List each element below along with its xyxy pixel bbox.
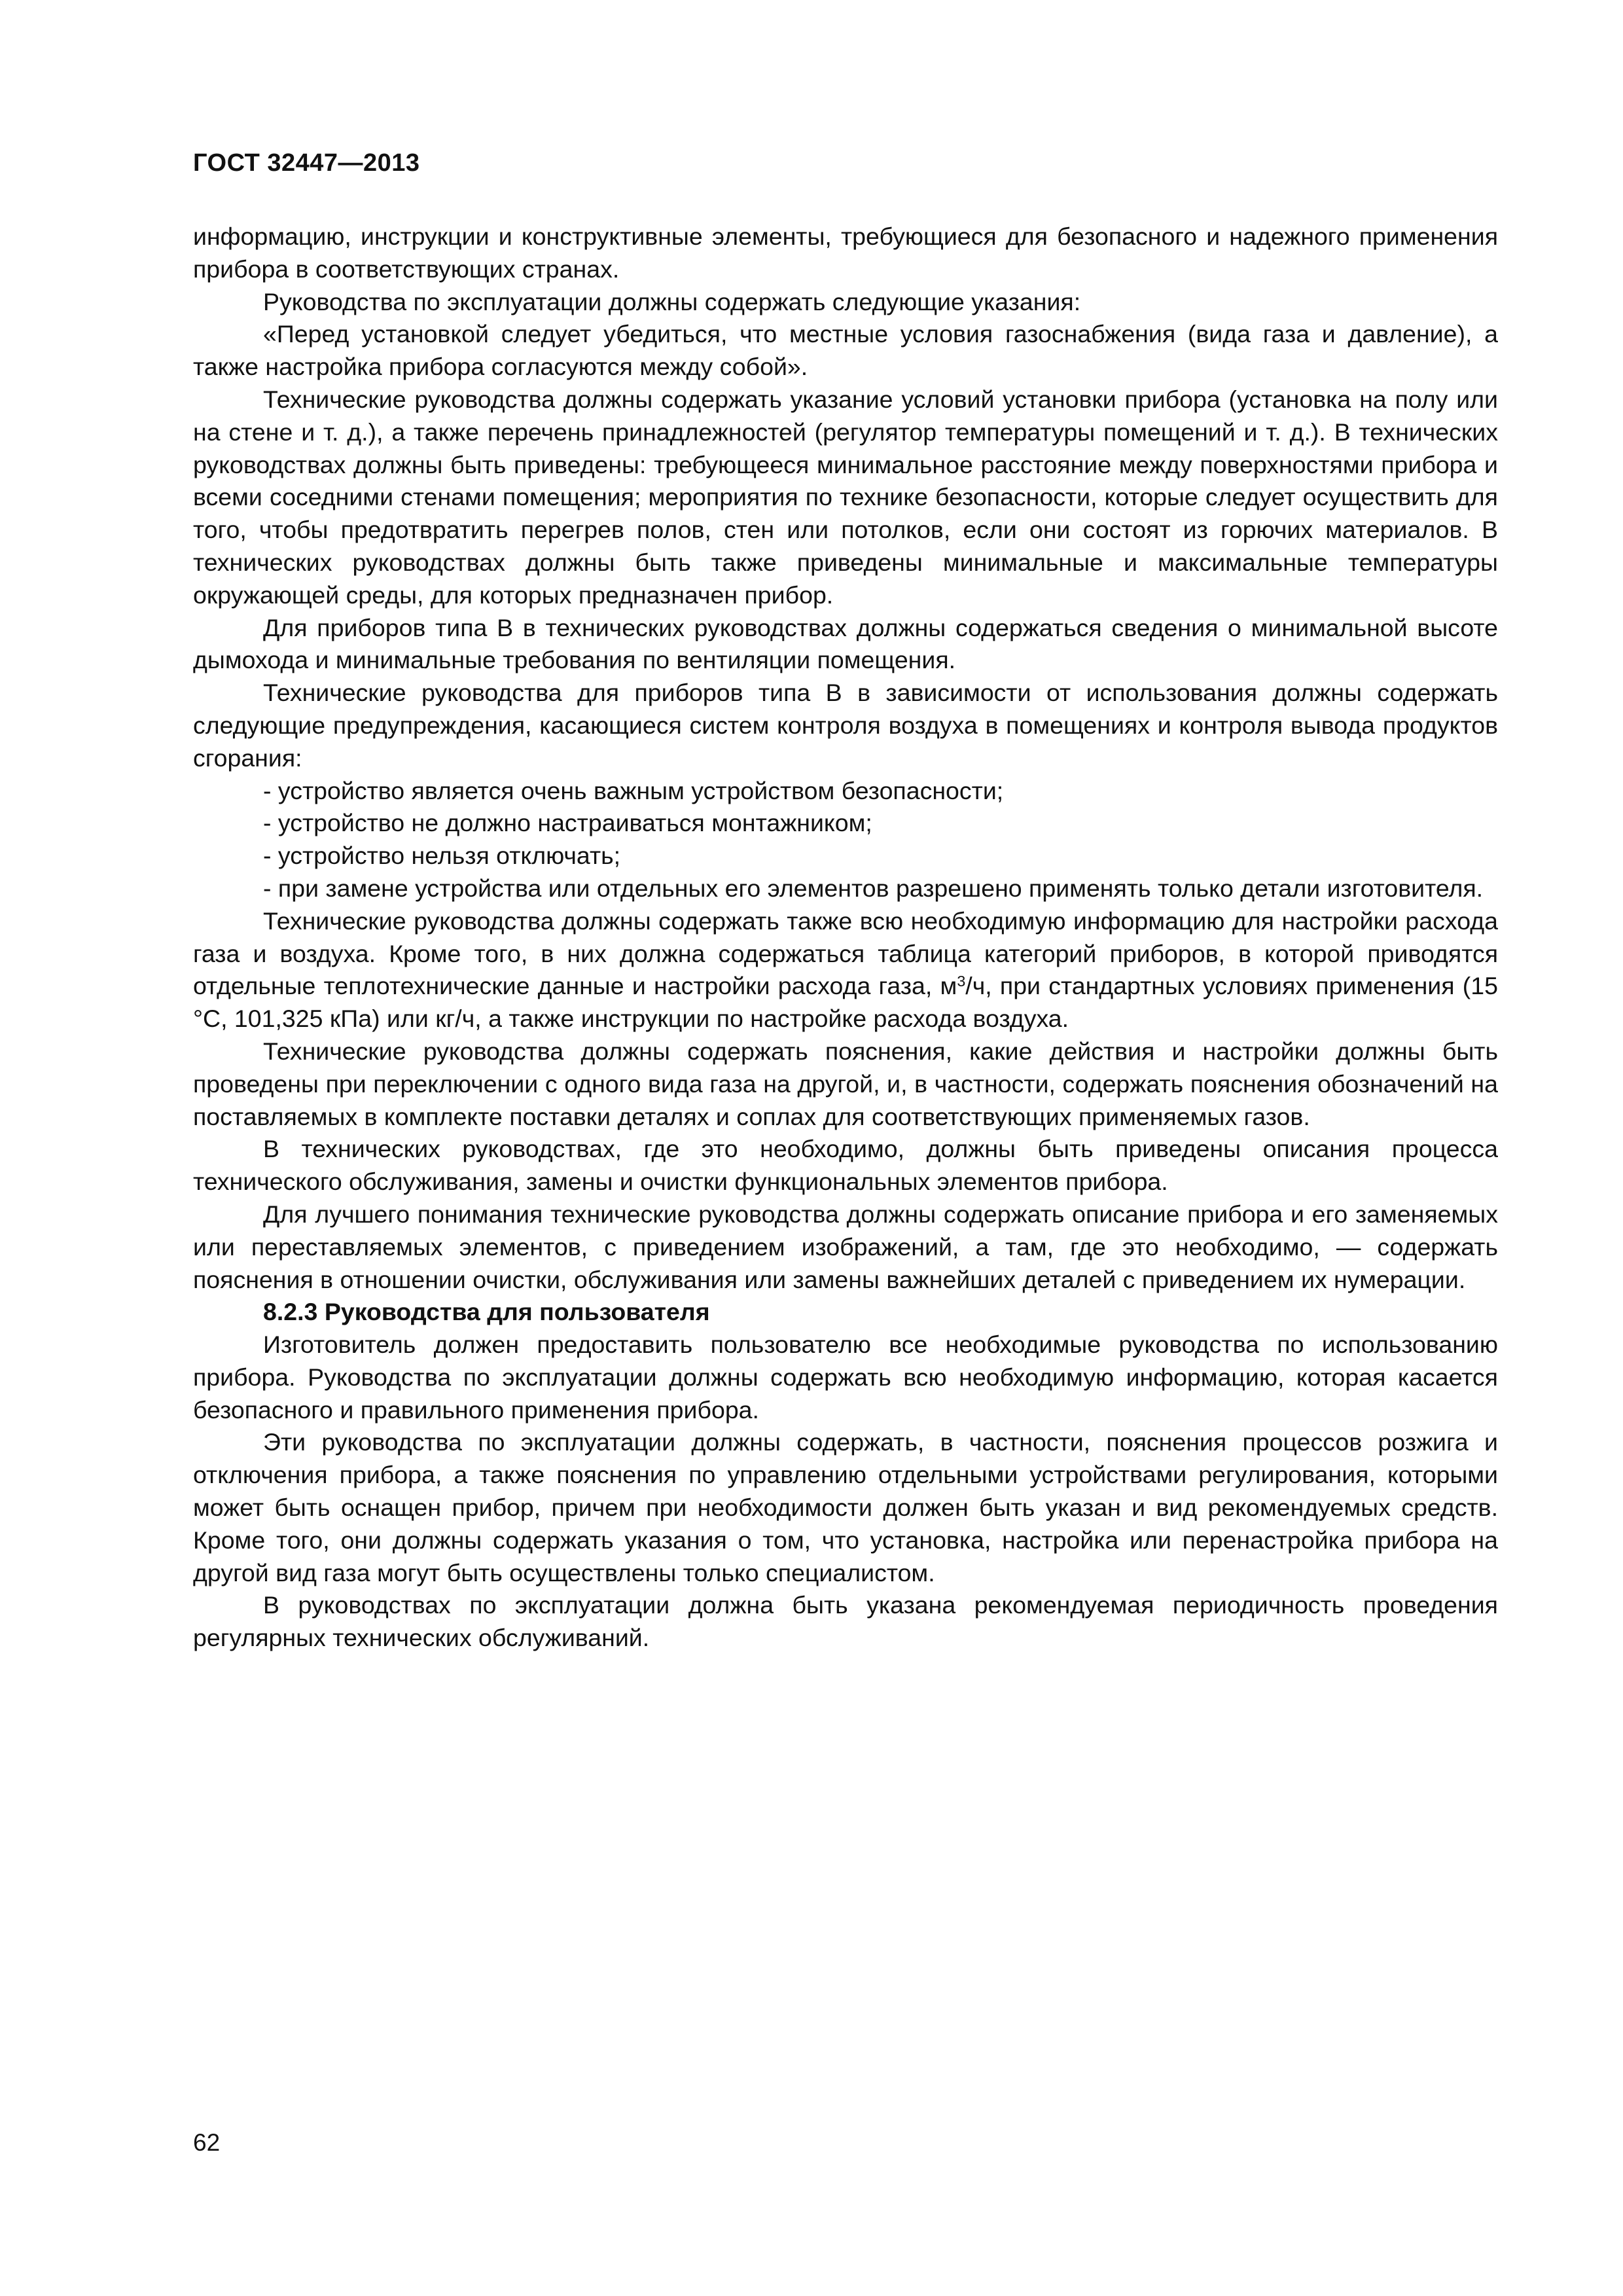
paragraph-text: Технические руководства должны содержать также всю необходимую информацию для настройки расхода газа и воздуха. Кроме того, в них должна содержаться таблица категорий приборов, в которой приводятся отдельные теплотехнические данные и настройки расхода газа, м [193, 906, 1498, 1000]
page-number: 62 [193, 2129, 221, 2156]
list-item: - устройство является очень важным устройством безопасности; [263, 776, 1004, 804]
paragraph: Эти руководства по эксплуатации должны содержать, в частности, пояснения процессов розжига и отключения прибора, а также пояснения по управлению отдельными устройствами регулирования, которыми может быть оснащен прибор, причем при необходимости должен быть указан и вид рекомендуемых средств. Кроме того, они должны содержать указания о том, что установка, настройка или перенастройка прибора на другой вид газа могут быть осуществлены только специалистом. [193, 1428, 1498, 1587]
paragraph: Технические руководства должны содержать пояснения, какие действия и настройки должны быть проведены при переключении с одного вида газа на другой, и, в частности, содержать пояснения обозначений на поставляемых в комплекте поставки деталях и соплах для соответствующих применяемых газов. [193, 1037, 1498, 1130]
quote-paragraph: «Перед установкой следует убедиться, что местные условия газоснабжения (вида газа и давление), а также настройка прибора согласуются между собой». [193, 320, 1498, 381]
paragraph: Изготовитель должен предоставить пользователю все необходимые руководства по использованию прибора. Руководства по эксплуатации должны содержать всю необходимую информацию, которая касается безопасного и правильного применения прибора. [193, 1331, 1498, 1424]
paragraph: В технических руководствах, где это необходимо, должны быть приведены описания процесса технического обслуживания, замены и очистки функциональных элементов прибора. [193, 1135, 1498, 1196]
paragraph: Руководства по эксплуатации должны содержать следующие указания: [263, 287, 1081, 315]
list-item: - при замене устройства или отдельных его элементов разрешено применять только детали изготовителя. [263, 874, 1484, 902]
paragraph: Технические руководства для приборов типа B в зависимости от использования должны содержать следующие предупреждения, касающиеся систем контроля воздуха в помещениях и контроля вывода продуктов сгорания: [193, 679, 1498, 772]
superscript: 3 [957, 972, 966, 990]
paragraph: В руководствах по эксплуатации должна быть указана рекомендуемая периодичность проведения регулярных технических обслуживаний. [193, 1591, 1498, 1652]
paragraph: Для приборов типа B в технических руководствах должны содержаться сведения о минимальной высоте дымохода и минимальные требования по вентиляции помещения. [193, 613, 1498, 674]
document-header: ГОСТ 32447—2013 [193, 149, 420, 177]
section-heading: 8.2.3 Руководства для пользователя [263, 1298, 710, 1326]
list-item: - устройство нельзя отключать; [263, 842, 621, 870]
paragraph: информацию, инструкции и конструктивные элементы, требующиеся для безопасного и надежного применения прибора в соответствующих странах. [193, 223, 1498, 283]
paragraph-text: /ч, при стандартных условиях применения (15 °С, 101,325 кПа) или кг/ч, а также инструкции по настройке расхода воздуха. [193, 972, 1498, 1033]
paragraph: Технические руководства должны содержать указание условий установки прибора (установка на полу или на стене и т. д.), а также перечень принадлежностей (регулятор температуры помещений и т. д.). В технических руководствах должны быть приведены: требующееся минимальное расстояние между поверхностями прибора и всеми соседними стенами помещения; мероприятия по технике безопасности, которые следует осуществить для того, чтобы предотвратить перегрев полов, стен или потолков, если они состоят из горючих материалов. В технических руководствах должны быть также приведены минимальные и максимальные температуры окружающей среды, для которых предназначен прибор. [193, 385, 1498, 609]
paragraph: Для лучшего понимания технические руководства должны содержать описание прибора и его заменяемых или переставляемых элементов, с приведением изображений, а там, где это необходимо, — содержать пояснения в отношении очистки, обслуживания или замены важнейших деталей с приведением их нумерации. [193, 1200, 1498, 1293]
document-body [193, 221, 1498, 1655]
paragraph [193, 905, 1498, 1035]
list-item: - устройство не должно настраиваться монтажником; [263, 809, 872, 837]
